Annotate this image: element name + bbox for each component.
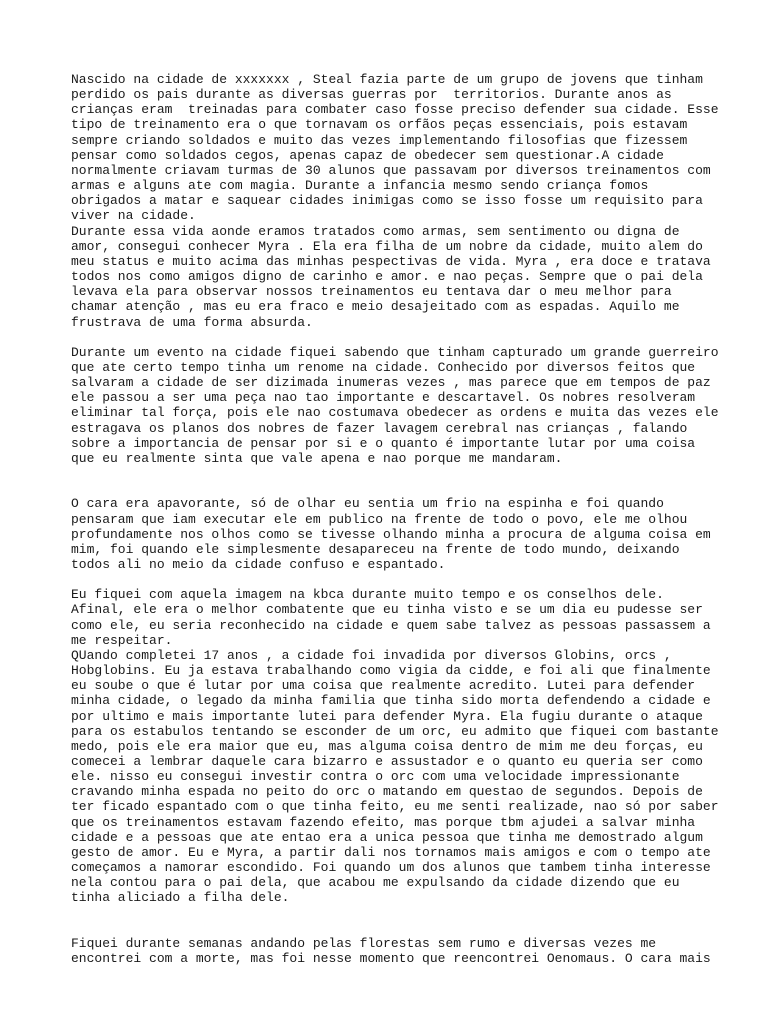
paragraph-captured-warrior: Durante um evento na cidade fiquei sabendo que tinham capturado um grande guerreiro que ate certo tempo tinha um renome na cidade. Conhecido por diversos feitos que salvaram a cidade de ser dizimada inumeras vezes , mas parece que em tempos de paz ele passou a ser uma peça nao tao importante e descartavel. Os nobres resolveram eliminar tal força, pois ele nao costumava obedecer as ordens e muita das vezes ele estragava os planos dos nobres de fazer lavagem cerebral nas crianças , falando sobre a importancia de pensar por si e o quanto é importante lutar por uma coisa que eu realmente sinta que vale apena e nao porque me mandaram. [71, 344, 719, 466]
paragraph-origin-and-myra: Nascido na cidade de xxxxxxx , Steal fazia parte de um grupo de jovens que tinham perdido os pais durante as diversas guerras por territorios. Durante anos as crianças eram treinadas para combater caso fosse preciso defender sua cidade. Esse tipo de treinamento era o que tornavam os orfãos peças essenciais, pois estavam sempre criando soldados e muito das vezes implementando filosofias que fizessem pensar como soldados cegos, apenas capaz de obedecer sem questionar.A cidade normalmente criavam turmas de 30 alunos que passavam por diversos treinamentos com armas e alguns ate com magia. Durante a infancia mesmo sendo criança fomos obrigados a matar e saquear cidades inimigas como se isso fosse um requisito para viver na cidade. Durante essa vida aonde eramos tratados como armas, sem sentimento ou digna de amor, consegui conhecer Myra . Ela era filha de um nobre da cidade, muito alem do meu status e muito acima das minhas pespectivas de vida. Myra , era doce e tratava todos nos como amigos digno de carinho e amor. e nao peças. Sempre que o pai dela levava ela para observar nossos treinamentos eu tentava dar o meu melhor para chamar atenção , mas eu era fraco e meio desajeitado com as espadas. Aquilo me frustrava de uma forma absurda. [71, 72, 719, 330]
paragraph-exile: Fiquei durante semanas andando pelas florestas sem rumo e diversas vezes me encontrei com a morte, mas foi nesse momento que reencontrei Oenomaus. O cara mais [71, 935, 711, 966]
paragraph-city-invasion: Eu fiquei com aquela imagem na kbca durante muito tempo e os conselhos dele. Afinal, ele era o melhor combatente que eu tinha visto e se um dia eu pudesse ser como ele, eu seria reconhecido na cidade e quem sabe talvez as pessoas passassem a me respeitar. QUando completei 17 anos , a cidade foi invadida por diversos Globins, orcs , Hobglobins. Eu ja estava trabalhando como vigia da cidde, e foi ali que finalmente eu soube o que é lutar por uma coisa que realmente acredito. Lutei para defender minha cidade, o legado da minha familia que tinha sido morta defendendo a cidade e por ultimo e mais importante lutei para defender Myra. Ela fugiu durante o ataque para os estabulos tentando se esconder de um orc, eu admito que fiquei com bastante medo, pois ele era maior que eu, mas alguma coisa dentro de mim me deu forças, eu comecei a lembrar daquele cara bizarro e assustador e o quanto eu queria ser como ele. nisso eu consegui investir contra o orc com uma velocidade impressionante cravando minha espada no peito do orc o matando em questao de segundos. Depois de ter ficado espantado com o que tinha feito, eu me senti realizade, nao só por saber que os treinamentos estavam fazendo efeito, mas porque tbm ajudei a salvar minha cidade e a pessoas que ate entao era a unica pessoa que tinha me demostrado algum gesto de amor. Eu e Myra, a partir dali nos tornamos mais amigos e com o tempo ate começamos a namorar escondido. Foi quando um dos alunos que tambem tinha interesse nela contou para o pai dela, que acabou me expulsando da cidade dizendo que eu tinha aliciado a filha dele. [71, 587, 719, 906]
document-page [71, 72, 719, 966]
paragraph-disappearance: O cara era apavorante, só de olhar eu sentia um frio na espinha e foi quando pensaram que iam executar ele em publico na frente de todo o povo, ele me olhou profundamente nos olhos como se tivesse olhando minha a procura de alguma coisa em mim, foi quando ele simplesmente desapareceu na frente de todo mundo, deixando todos ali no meio da cidade confuso e espantado. [71, 496, 711, 572]
paragraph-spacer [71, 330, 711, 345]
paragraph-spacer [71, 906, 711, 936]
paragraph-spacer [71, 466, 711, 496]
paragraph-spacer [71, 572, 711, 587]
